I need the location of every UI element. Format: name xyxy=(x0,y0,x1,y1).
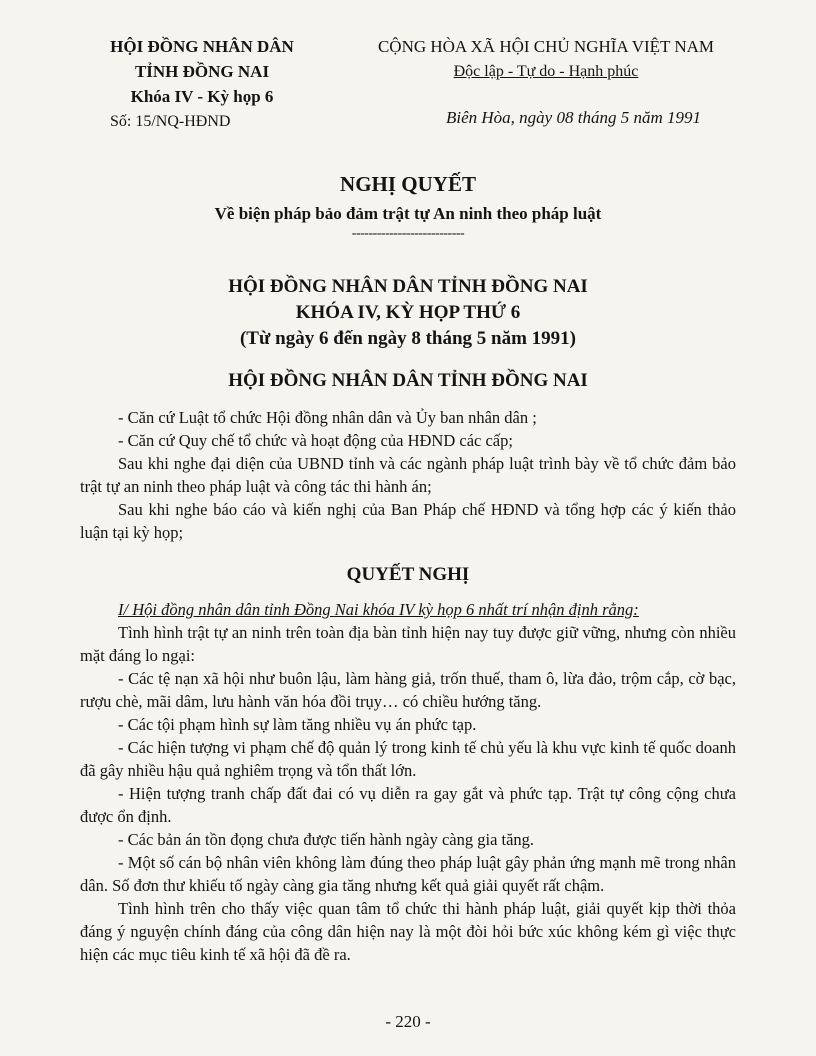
section-1 xyxy=(80,598,736,966)
divider: --------------------------- xyxy=(351,226,465,241)
council-line-1: HỘI ĐỒNG NHÂN DÂN TỈNH ĐỒNG NAI xyxy=(228,276,588,297)
preamble-paragraph: - Căn cứ Luật tổ chức Hội đồng nhân dân và Ủy ban nhân dân ; xyxy=(118,408,537,427)
document-number: Số: 15/NQ-HĐND xyxy=(110,113,231,130)
issuer-line-3: Khóa IV - Kỳ họp 6 xyxy=(130,87,274,106)
section-1-paragraph: Tình hình trên cho thấy việc quan tâm tổ chức thi hành pháp luật, giải quyết kịp thời thỏa đáng ý nguyện chính đáng của công dân hiện nay là một đòi hỏi bức xúc không kém gì việc thực hiện các mục tiêu kinh tế xã hội đã đề ra. xyxy=(80,899,736,964)
section-1-paragraph: - Các tội phạm hình sự làm tăng nhiều vụ án phức tạp. xyxy=(118,715,477,734)
preamble-paragraph: Sau khi nghe đại diện của UBND tỉnh và các ngành pháp luật trình bày về tổ chức đảm bảo trật tự an ninh theo pháp luật và công tác thi hành án; xyxy=(80,454,736,496)
section-1-paragraph: Tình hình trật tự an ninh trên toàn địa bàn tỉnh hiện nay tuy được giữ vững, nhưng còn nhiều mặt đáng lo ngại: xyxy=(80,623,736,665)
document-subtitle: Về biện pháp bảo đảm trật tự An ninh theo pháp luật xyxy=(214,204,602,223)
council-session-block xyxy=(0,274,816,352)
council-line-3: (Từ ngày 6 đến ngày 8 tháng 5 năm 1991) xyxy=(239,328,577,349)
preamble-paragraph: - Căn cứ Quy chế tổ chức và hoạt động của HĐND các cấp; xyxy=(118,431,513,450)
preamble-paragraph: Sau khi nghe báo cáo và kiến nghị của Ban Pháp chế HĐND và tổng hợp các ý kiến thảo luận tại kỳ họp; xyxy=(80,500,736,542)
section-1-paragraph: - Hiện tượng tranh chấp đất đai có vụ diễn ra gay gắt và phức tạp. Trật tự công cộng chưa được ổn định. xyxy=(80,784,736,826)
council-line-2: KHÓA IV, KỲ HỌP THỨ 6 xyxy=(295,302,521,323)
section-1-paragraph: - Một số cán bộ nhân viên không làm đúng theo pháp luật gây phản ứng mạnh mẽ trong nhân dân. Số đơn thư khiếu tố ngày càng gia tăng nhưng kết quả giải quyết rất chậm. xyxy=(80,853,736,895)
issuer-line-1: HỘI ĐỒNG NHÂN DÂN xyxy=(110,37,294,56)
issuer-block xyxy=(92,34,312,134)
preamble xyxy=(80,406,736,544)
section-1-paragraph: - Các tệ nạn xã hội như buôn lậu, làm hàng giả, trốn thuế, tham ô, lừa đảo, trộm cắp, cờ bạc, rượu chè, mãi dâm, lưu hành văn hóa đồi trụy… có chiều hướng tăng. xyxy=(80,669,736,711)
document-title: NGHỊ QUYẾT xyxy=(340,172,476,196)
decision-heading: QUYẾT NGHỊ xyxy=(346,564,470,585)
section-1-paragraph: - Các hiện tượng vi phạm chế độ quản lý trong kinh tế chủ yếu là khu vực kinh tế quốc doanh đã gây nhiều hậu quả nghiêm trọng và tổn thất lớn. xyxy=(80,738,736,780)
national-header xyxy=(356,34,736,84)
section-1-paragraph: - Các bản án tồn đọng chưa được tiến hành ngày càng gia tăng. xyxy=(118,830,535,849)
council-heading: HỘI ĐỒNG NHÂN DÂN TỈNH ĐỒNG NAI xyxy=(228,370,588,391)
document-date: Biên Hòa, ngày 08 tháng 5 năm 1991 xyxy=(446,108,701,127)
page-number: - 220 - xyxy=(385,1012,431,1031)
section-1-heading: I/ Hội đồng nhân dân tỉnh Đồng Nai khóa IV kỳ họp 6 nhất trí nhận định rằng: xyxy=(118,600,639,619)
national-motto: Độc lập - Tự do - Hạnh phúc xyxy=(453,63,639,80)
issuer-line-2: TỈNH ĐỒNG NAI xyxy=(134,62,270,81)
country-name: CỘNG HÒA XÃ HỘI CHỦ NGHĨA VIỆT NAM xyxy=(377,37,715,56)
